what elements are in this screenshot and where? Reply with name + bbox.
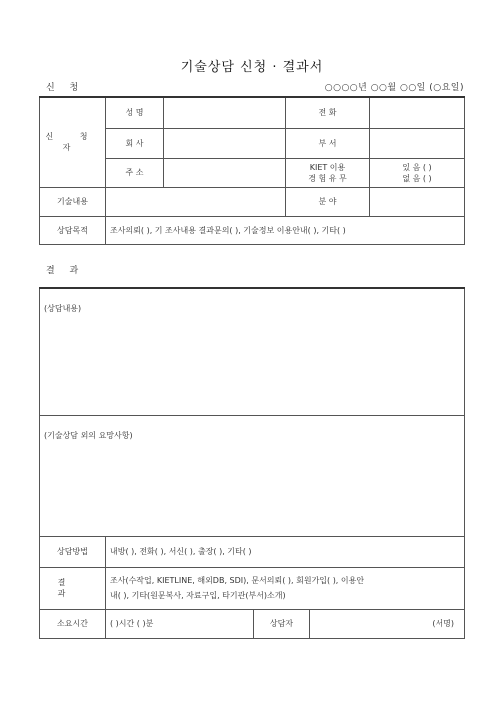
company-label: 회 사: [106, 128, 164, 158]
phone-label: 전 화: [286, 97, 370, 128]
time-label: 소요시간: [40, 609, 106, 638]
result-options[interactable]: [106, 567, 465, 609]
kiet-label-line2: 경 험 유 무: [308, 173, 347, 183]
dept-label: 부 서: [286, 128, 370, 158]
name-label: 성 명: [106, 97, 164, 128]
consultant-label: 상담자: [254, 609, 310, 638]
document-title: 기술상담 신청 · 결과서: [180, 60, 324, 75]
other-requests-area[interactable]: [40, 415, 465, 536]
other-requests-label: (기술상담 외의 요망사항): [44, 430, 133, 440]
address-field[interactable]: [164, 158, 286, 187]
phone-field[interactable]: [370, 97, 465, 128]
method-label: 상담방법: [40, 536, 106, 567]
consult-content-label: (상담내용): [44, 304, 82, 313]
result-options-line2: 내( ), 기타(원문복사, 자료구입, 타기관(부서)소개): [110, 591, 286, 600]
result-table: [39, 287, 465, 639]
purpose-options[interactable]: 조사의뢰( ), 기 조사내용 결과문의( ), 기술정보 이용안내( ), 기타( ): [106, 216, 465, 244]
address-label: 주 소: [106, 158, 164, 187]
field-label: 분 야: [286, 187, 370, 216]
kiet-no-option[interactable]: 없 음 ( ): [402, 173, 432, 183]
tech-content-field[interactable]: [106, 187, 286, 216]
result-options-line1: 조사(수작업, KIETLINE, 해외DB, SDI), 문서의뢰( ), 회원가입( ), 이용안: [110, 576, 365, 585]
method-options[interactable]: 내방( ), 전화( ), 서신( ), 출장( ), 기타( ): [106, 536, 465, 567]
section-apply-label: 신 청: [46, 83, 85, 93]
tech-content-label: 기술내용: [40, 187, 106, 216]
dept-field[interactable]: [370, 128, 465, 158]
section-result-label: 결 과: [46, 266, 85, 276]
signature-field[interactable]: (서명): [310, 609, 465, 638]
purpose-label: 상담목적: [40, 216, 106, 244]
name-field[interactable]: [164, 97, 286, 128]
date-line: ○○○○년 ○○월 ○○일 (○요일): [324, 83, 464, 93]
kiet-experience-label: [286, 158, 370, 187]
result-label: 결 과: [40, 567, 106, 609]
field-field[interactable]: [370, 187, 465, 216]
time-field[interactable]: ( )시간 ( )분: [106, 609, 254, 638]
kiet-yes-option[interactable]: 있 음 ( ): [402, 162, 432, 172]
kiet-experience-options: [370, 158, 465, 187]
company-field[interactable]: [164, 128, 286, 158]
consult-content-area[interactable]: [40, 288, 465, 415]
applicant-label: 신 청 자: [40, 97, 106, 187]
application-table: [39, 96, 465, 245]
kiet-label-line1: KIET 이용: [309, 162, 346, 172]
